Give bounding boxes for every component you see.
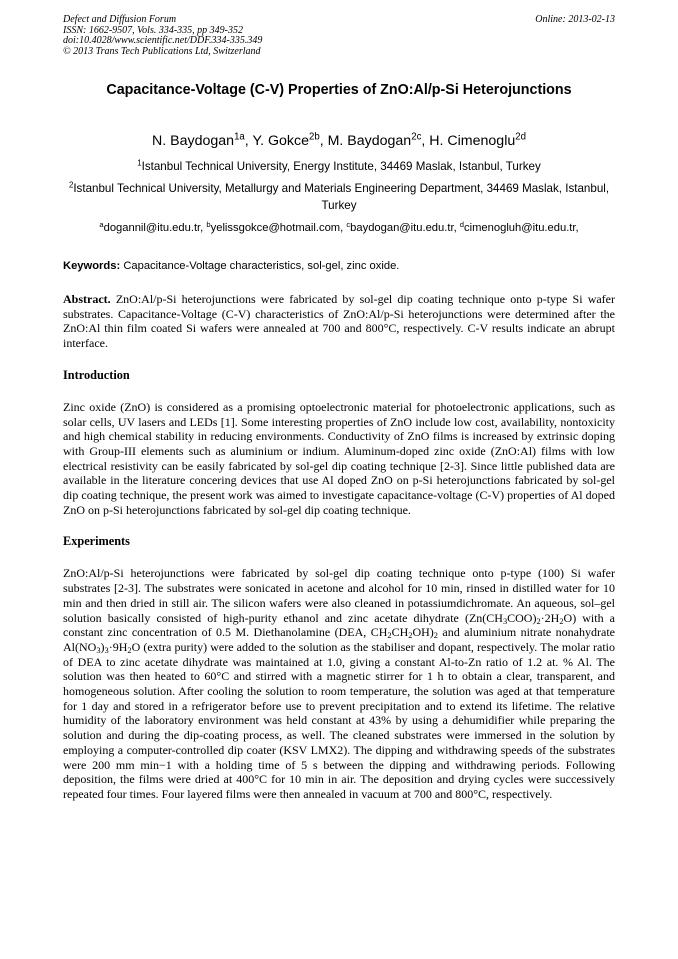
- author-name: Y. Gokce: [252, 133, 309, 149]
- body-text: and aluminium nitrate nonahydrate Al(NO: [63, 625, 615, 654]
- email-address[interactable]: yelissgokce@hotmail.com,: [210, 222, 344, 234]
- journal-name: Defect and Diffusion Forum: [63, 14, 177, 25]
- subscript: 2: [127, 646, 132, 656]
- affiliation-1: [63, 158, 615, 175]
- body-text: O) with a constant zinc concentration of 0.5 M. Diethanolamine (DEA, CH: [63, 610, 615, 640]
- email-marker: b: [206, 219, 211, 229]
- email-list: [63, 221, 615, 236]
- body-text: COO): [507, 610, 537, 625]
- email-address[interactable]: cimenogluh@itu.edu.tr,: [464, 222, 579, 234]
- subscript: 2: [408, 631, 413, 641]
- journal-copyright: © 2013 Trans Tech Publications Ltd, Switzerland: [63, 45, 261, 57]
- subscript: 2: [536, 616, 541, 626]
- abstract-text: ZnO:Al/p-Si heterojunctions were fabricated by sol-gel dip coating technique onto p-type Si wafer substrates. Capacitance-Voltage (C-V) characteristics of ZnO:Al/p-Si heterojunctions were determined after the ZnO:Al thin film coated Si wafers were annealed at 700 and 800°C, respectively. C-V results indicate an abrupt interface.: [63, 292, 616, 351]
- author-name: N. Baydogan: [152, 133, 235, 149]
- section-heading-introduction: Introduction: [63, 367, 130, 382]
- keywords-label: Keywords:: [63, 260, 121, 272]
- journal-doi: doi:10.4028/www.scientific.net/DDF.334-335.349: [63, 35, 263, 47]
- email-marker: d: [459, 219, 465, 229]
- section-heading-experiments: Experiments: [63, 534, 130, 549]
- paper-title: Capacitance-Voltage (C-V) Properties of ZnO:Al/p-Si Heterojunctions: [106, 82, 572, 98]
- author-list: N. Baydogan$^{1a}$, Y. Gokce$^{2b}$, M. Baydogan$^{2c}$, H. Cimenoglu$^{2d}$: [152, 131, 526, 149]
- online-date: Online: 2013-02-13: [535, 14, 615, 25]
- body-text: CH: [391, 625, 409, 640]
- body-text: ·9H: [108, 639, 128, 654]
- body-text: ZnO:Al/p-Si heterojunctions were fabricated by sol-gel dip coating technique onto p-type (100) Si wafer substrates [2-3]. The substrates were sonicated in acetone and alcohol for 10 min, rinsed in distilled water for 10 min and then dried in still air. The silicon wafers were also cleaned in potassiumdichromate. An aqueous, sol–gel solution basically consisted of high-purity ethanol and zinc acetate dihydrate (Zn(CH: [63, 566, 615, 625]
- author-marker: 2c: [411, 131, 422, 143]
- body-text: O (extra purity) were added to the solution as the stabiliser and dopant, respectively. The molar ratio of DEA to zinc acetate dihydrate was maintained at 1.0, giving a constant Al-to-Zn ratio of 1.2 at. % Al. The solution was then heated to 60°C and stirred with a magnetic stirrer for 1 h to obtain a clear, transparent, and homogeneous solution. After cooling the solution to room temperature, the solution was aged at that temperature for 1 day and stored in a refrigerator before use to prevent precipitation and to extend its lifetime. The relative humidity of the laboratory environment was held constant at 43% by using a dehumidifier while preparing the solution and during the dip-coating process, as well. The cleaned substrates were immersed in the solution by employing a computer-controlled dip coater (KSV LMX2). The dipping and withdrawing speeds of the substrates were 200 mm min−1 with a holding time of 5 s between the dipping and withdrawing periods. Following deposition, the films were dried at 400°C for 10 min in air. The deposition and drying cycles were successively repeated four times. Four layered films were then annealed in vacuum at 700 and 800°C, respectively.: [63, 639, 615, 801]
- affiliation-marker: 1: [137, 158, 142, 168]
- subscript: 3: [104, 646, 109, 656]
- journal-issn: ISSN: 1662-9507, Vols. 334-335, pp 349-352: [63, 24, 243, 36]
- body-text: OH): [412, 625, 434, 640]
- email-marker: c: [346, 219, 351, 229]
- keywords-text: Capacitance-Voltage characteristics, sol-gel, zinc oxide.: [123, 260, 400, 272]
- subscript: 2: [559, 616, 564, 626]
- keywords: [63, 259, 615, 274]
- subscript: 2: [433, 631, 438, 641]
- paper-content: [63, 80, 615, 802]
- abstract-label: Abstract.: [63, 292, 111, 306]
- affiliation-2: [63, 180, 615, 214]
- journal-header: [63, 15, 262, 57]
- author-name: M. Baydogan: [327, 133, 412, 149]
- email-marker: a: [99, 219, 104, 229]
- experiments-paragraph: [63, 566, 615, 801]
- subscript: 3: [502, 616, 508, 626]
- introduction-paragraph: Zinc oxide (ZnO) is considered as a promising optoelectronic material for photoelectronic applications, such as solar cells, UV lasers and LEDs [1]. Some interesting properties of ZnO include low cost, availability, nontoxicity and high chemical stability in reducing environments. Conductivity of ZnO films is increased by extrinsic doping with Group-III elements such as aluminium or indium. Aluminum-doped zinc oxide (ZnO:Al) films with low electrical resistivity can be easily fabricated by sol-gel dip coating technique [2-3]. Since little published data are available in the literature concering devices that use Al doped ZnO on p-Si heterojunctions fabricated by sol-gel dip coating technique, the present work was aimed to investigate capacitance-voltage (C-V) properties of Al doped ZnO on p-Si heterojunctions fabricated by sol-gel dip coating technique.: [63, 399, 615, 517]
- abstract: [63, 292, 615, 351]
- body-text: ): [100, 639, 105, 654]
- affiliation-text: Istanbul Technical University, Metallurgy and Materials Engineering Department, 34469 Maslak, Istanbul, Turkey: [73, 182, 610, 212]
- affiliation-marker: 2: [68, 180, 74, 190]
- subscript: 3: [96, 646, 101, 656]
- author-marker: 1a: [234, 131, 245, 143]
- affiliation-text: Istanbul Technical University, Energy Institute, 34469 Maslak, Istanbul, Turkey: [141, 160, 541, 173]
- email-address[interactable]: dogannil@itu.edu.tr,: [103, 222, 204, 234]
- subscript: 2: [387, 631, 392, 641]
- author-marker: 2d: [515, 131, 526, 143]
- author-marker: 2b: [308, 131, 320, 143]
- author-name: H. Cimenoglu: [429, 133, 516, 149]
- body-text: ·2H: [540, 610, 560, 625]
- email-address[interactable]: baydogan@itu.edu.tr,: [350, 222, 457, 234]
